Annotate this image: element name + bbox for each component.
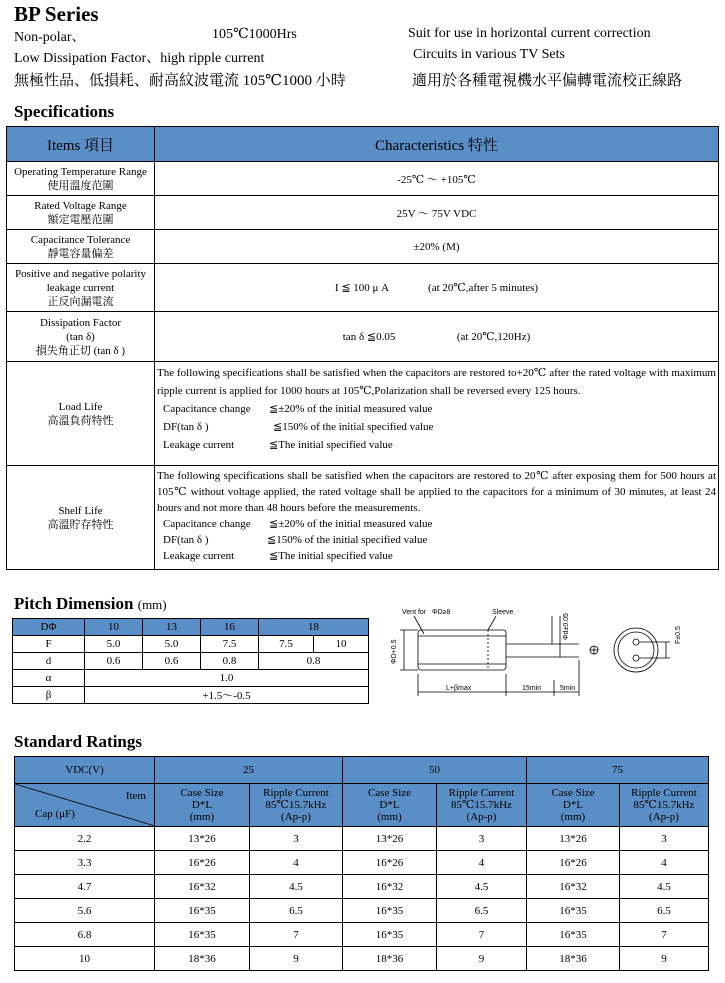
df-value: tan δ ≦0.05 xyxy=(342,331,396,343)
item-en: Capacitance Tolerance xyxy=(30,233,131,246)
value-cell xyxy=(155,264,719,312)
pitch-cell: 13 xyxy=(143,619,201,636)
item-zh: 使用溫度范圍 xyxy=(47,179,114,192)
vdc-label-cell: VDC(V) xyxy=(15,757,155,784)
ratings-subheader-row xyxy=(15,784,709,827)
case-size-cell: 18*36 xyxy=(343,947,437,971)
item-en: (tan δ) xyxy=(66,330,95,343)
pitch-cell: 10 xyxy=(85,619,143,636)
pitch-cell: 10 xyxy=(314,636,369,653)
item-cell xyxy=(7,264,155,312)
pitch-cell: DΦ xyxy=(13,619,85,636)
application-line1: Suit for use in horizontal current correction xyxy=(408,26,651,41)
ripple-cell: 6.5 xyxy=(620,899,709,923)
cap-value-cell: 3.3 xyxy=(15,851,155,875)
cap-value-cell: 10 xyxy=(15,947,155,971)
case-size-cell: 16*35 xyxy=(343,899,437,923)
ratings-row xyxy=(15,923,709,947)
item-zh: 正反向漏電流 xyxy=(47,295,114,308)
ripple-cell: 4 xyxy=(250,851,343,875)
case-size-cell: 16*32 xyxy=(155,875,250,899)
shelf-life-text-cell xyxy=(155,466,719,570)
spec-row-shelf-life xyxy=(7,466,719,570)
feature-low-df: Low Dissipation Factor、high ripple current xyxy=(14,51,265,66)
case-size-cell: 13*26 xyxy=(155,827,250,851)
item-zh: 額定電壓范圍 xyxy=(47,213,114,226)
ratings-vdc-row xyxy=(15,757,709,784)
min5-label: 5min xyxy=(560,685,576,692)
spec-row-leakage xyxy=(7,264,719,312)
case-size-header: Case Size D*L (mm) xyxy=(155,784,250,827)
item-cell xyxy=(7,230,155,264)
shelf-life-cap-change: Capacitance change ≦±20% of the initial measured value xyxy=(163,518,433,530)
pitch-cell: 5.0 xyxy=(143,636,201,653)
item-zh: 靜電容量偏差 xyxy=(47,247,114,260)
pitch-cell: α xyxy=(13,670,85,687)
item-cap-cell xyxy=(15,784,155,827)
ripple-cell: 9 xyxy=(250,947,343,971)
load-life-text: The following specifications shall be satisfied when the capacitors are restored to+20℃ after the rated voltage with maximum ripple current is applied for 1000 hours at 105℃,Polarization shall be reversed every 125 hours. xyxy=(157,367,716,397)
load-life-df: DF(tan δ ) ≦150% of the initial specified value xyxy=(163,421,434,433)
ripple-cell: 7 xyxy=(620,923,709,947)
shelf-life-leakage: Leakage current ≦The initial specified value xyxy=(163,550,393,562)
ripple-cell: 7 xyxy=(250,923,343,947)
min15-label: 15min xyxy=(522,685,542,692)
pitch-cell: +1.5～-0.5 xyxy=(85,687,369,704)
item-cell xyxy=(7,162,155,196)
leader-line xyxy=(414,616,424,634)
load-life-text-cell xyxy=(155,362,719,466)
ripple-cell: 4 xyxy=(437,851,527,875)
ripple-cell: 6.5 xyxy=(250,899,343,923)
case-size-cell: 16*26 xyxy=(155,851,250,875)
pitch-cell: 5.0 xyxy=(85,636,143,653)
pitch-cell: 0.8 xyxy=(259,653,369,670)
ratings-row xyxy=(15,875,709,899)
spec-row-dissipation xyxy=(7,312,719,362)
case-size-cell: 16*35 xyxy=(155,899,250,923)
ripple-cell: 9 xyxy=(620,947,709,971)
feature-nonpolar: Non-polar、 xyxy=(14,30,86,45)
case-size-cell: 18*36 xyxy=(155,947,250,971)
ripple-cell: 4.5 xyxy=(620,875,709,899)
item-zh: 損失角正切 (tan δ ) xyxy=(35,344,126,357)
pitch-row-d xyxy=(13,653,369,670)
item-en: Positive and negative polarity xyxy=(14,267,147,280)
spec-row-temperature xyxy=(7,162,719,196)
case-size-cell: 16*32 xyxy=(343,875,437,899)
value-cell: ±20% (M) xyxy=(155,230,719,264)
pitch-cell: 1.0 xyxy=(85,670,369,687)
shelf-life-df: DF(tan δ ) ≦150% of the initial specified value xyxy=(163,534,428,546)
pitch-cell: 7.5 xyxy=(259,636,314,653)
pitch-head-row xyxy=(13,619,369,636)
leader-line xyxy=(488,616,496,630)
item-zh: 高溫貯存特性 xyxy=(47,518,114,531)
case-size-header: Case Size D*L (mm) xyxy=(343,784,437,827)
ripple-cell: 3 xyxy=(250,827,343,851)
value-cell: -25℃ ～ +105℃ xyxy=(155,162,719,196)
case-size-cell: 16*35 xyxy=(527,899,620,923)
pitch-cell: 0.6 xyxy=(85,653,143,670)
ripple-cell: 4 xyxy=(620,851,709,875)
specifications-table xyxy=(6,126,719,570)
pitch-unit: (mm) xyxy=(137,597,167,612)
pitch-cell: 0.6 xyxy=(143,653,201,670)
characteristics-header: Characteristics 特性 xyxy=(155,127,719,162)
item-en: Load Life xyxy=(58,400,103,413)
end-view-inner xyxy=(618,632,654,668)
ratings-body xyxy=(15,827,709,971)
feature-cjk: 無極性品、低損耗、耐高紋波電流 105℃1000 小時 xyxy=(14,73,346,89)
ripple-cell: 9 xyxy=(437,947,527,971)
value-cell: 25V ～ 75V VDC xyxy=(155,196,719,230)
ripple-cell: 3 xyxy=(620,827,709,851)
ripple-header: Ripple Current 85℃15.7kHz (Ap-p) xyxy=(437,784,527,827)
item-en: Shelf Life xyxy=(58,504,103,517)
case-size-cell: 18*36 xyxy=(527,947,620,971)
pitch-cell: 16 xyxy=(201,619,259,636)
shelf-life-text: The following specifications shall be satisfied when the capacitors are restored to 20℃ after exposing them for 500 hours at 105℃ without voltage applied, the rated voltage shall be applied to the capacitors for a minimum of 30 minutes, at least 24 hours and not more than 48 hours before the measurements. xyxy=(157,470,716,514)
ripple-cell: 3 xyxy=(437,827,527,851)
phi-d-label: ΦD+0.5 xyxy=(391,639,398,664)
pitch-cell: 18 xyxy=(259,619,369,636)
length-label: L+βmax xyxy=(446,685,472,692)
case-size-header: Case Size D*L (mm) xyxy=(527,784,620,827)
ratings-table xyxy=(14,756,709,971)
item-cell xyxy=(7,312,155,362)
pitch-cell: 0.8 xyxy=(201,653,259,670)
load-life-leakage: Leakage current ≦The initial specified value xyxy=(163,439,393,451)
cap-label: Cap (μF) xyxy=(35,808,75,820)
ripple-cell: 7 xyxy=(437,923,527,947)
ripple-header: Ripple Current 85℃15.7kHz (Ap-p) xyxy=(620,784,709,827)
sleeve-label: Sleeve xyxy=(492,609,514,616)
df-condition: (at 20℃,120Hz) xyxy=(456,331,531,343)
pitch-cell: β xyxy=(13,687,85,704)
feature-endurance: 105℃1000Hrs xyxy=(212,27,297,42)
ripple-cell: 4.5 xyxy=(250,875,343,899)
ripple-header: Ripple Current 85℃15.7kHz (Ap-p) xyxy=(250,784,343,827)
voltage-cell: 50 xyxy=(343,757,527,784)
items-header: Items 項目 xyxy=(7,127,155,162)
item-cell xyxy=(7,466,155,570)
pitch-cell: 7.5 xyxy=(201,636,259,653)
ratings-heading: Standard Ratings xyxy=(14,732,143,751)
end-view-lead xyxy=(633,655,639,661)
leakage-value: I ≦ 100 μ A xyxy=(334,282,389,294)
pitch-heading xyxy=(14,594,167,614)
cap-value-cell: 4.7 xyxy=(15,875,155,899)
case-size-cell: 16*26 xyxy=(527,851,620,875)
end-view-lead xyxy=(633,639,639,645)
item-en: leakage current xyxy=(46,281,115,294)
case-size-cell: 16*35 xyxy=(155,923,250,947)
ripple-cell: 4.5 xyxy=(437,875,527,899)
specifications-heading: Specifications xyxy=(14,102,115,121)
ratings-row xyxy=(15,827,709,851)
ratings-row xyxy=(15,851,709,875)
spec-row-load-life xyxy=(7,362,719,466)
application-cjk: 適用於各種電視機水平偏轉電流校正線路 xyxy=(412,73,683,89)
item-en: Operating Temperature Range xyxy=(14,165,147,178)
value-cell xyxy=(155,312,719,362)
voltage-cell: 75 xyxy=(527,757,709,784)
vent-dim-label: ΦD≥8 xyxy=(432,609,451,616)
lead-diameter-label: Φd±0.05 xyxy=(563,613,570,640)
pitch-table xyxy=(12,618,369,704)
spec-header-row xyxy=(7,127,719,162)
item-zh: 高溫負荷特性 xyxy=(47,414,114,427)
end-view-outer xyxy=(614,628,658,672)
pitch-row-f xyxy=(13,636,369,653)
case-size-cell: 16*26 xyxy=(343,851,437,875)
leakage-condition: (at 20℃,after 5 minutes) xyxy=(428,282,539,294)
item-label: Item xyxy=(125,790,146,802)
pitch-row-alpha xyxy=(13,670,369,687)
cap-value-cell: 6.8 xyxy=(15,923,155,947)
ratings-row xyxy=(15,947,709,971)
case-size-cell: 16*35 xyxy=(343,923,437,947)
cap-value-cell: 2.2 xyxy=(15,827,155,851)
case-size-cell: 16*32 xyxy=(527,875,620,899)
item-cell xyxy=(7,196,155,230)
series-title: BP Series xyxy=(14,2,99,26)
pitch-row-beta xyxy=(13,687,369,704)
cap-value-cell: 5.6 xyxy=(15,899,155,923)
item-cell xyxy=(7,362,155,466)
application-line2: Circuits in various TV Sets xyxy=(413,47,565,62)
pitch-title: Pitch Dimension xyxy=(14,594,134,613)
item-en: Dissipation Factor xyxy=(40,316,121,329)
capacitor-dimension-drawing xyxy=(384,600,714,712)
vent-label: Vent for xyxy=(402,609,427,616)
pitch-f-label: F±0.5 xyxy=(675,626,682,644)
ratings-row xyxy=(15,899,709,923)
item-en: Rated Voltage Range xyxy=(34,199,127,212)
case-size-cell: 13*26 xyxy=(343,827,437,851)
ripple-cell: 6.5 xyxy=(437,899,527,923)
pitch-cell: d xyxy=(13,653,85,670)
spec-row-voltage xyxy=(7,196,719,230)
pitch-cell: F xyxy=(13,636,85,653)
case-size-cell: 16*35 xyxy=(527,923,620,947)
spec-row-tolerance xyxy=(7,230,719,264)
voltage-cell: 25 xyxy=(155,757,343,784)
case-size-cell: 13*26 xyxy=(527,827,620,851)
load-life-cap-change: Capacitance change ≦±20% of the initial measured value xyxy=(163,403,433,415)
